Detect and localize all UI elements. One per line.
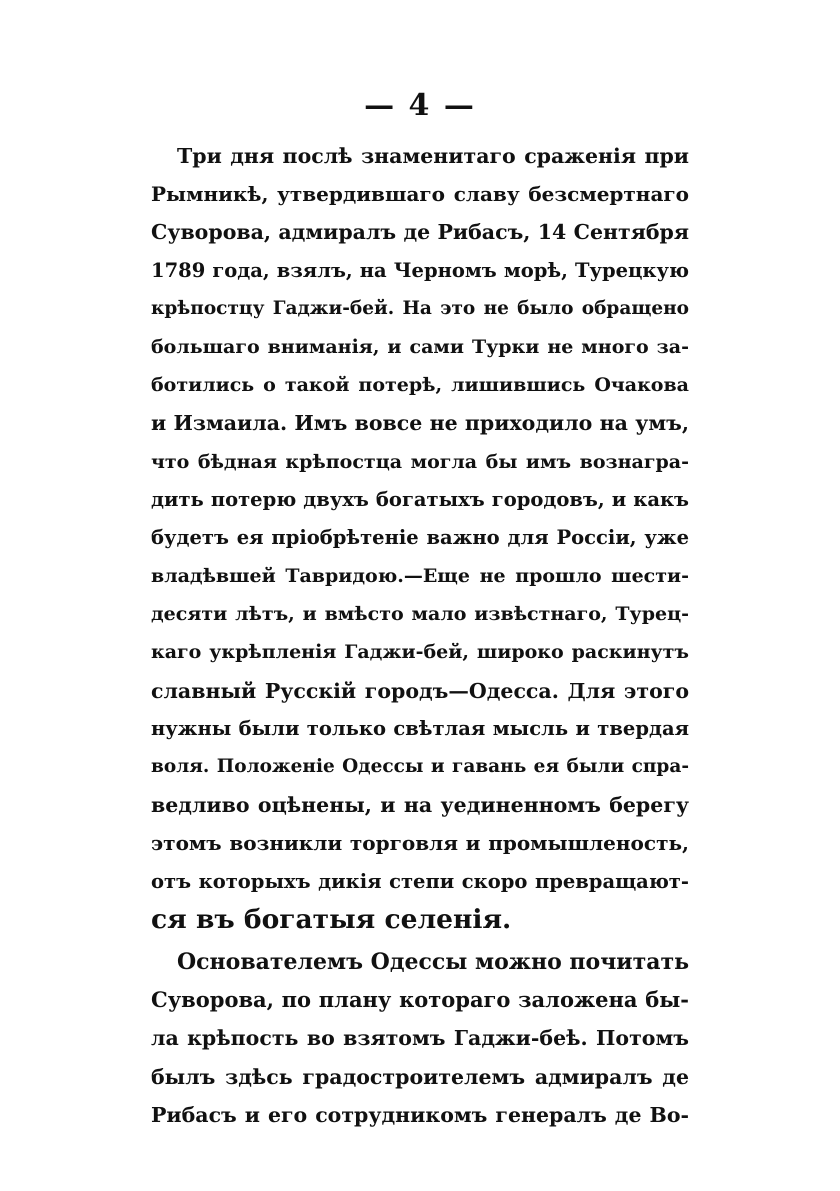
text-line: этомъ возникли торговля и промышленость, xyxy=(151,831,689,856)
text-line: ботились о такой потерѣ, лишившись Очакова xyxy=(151,374,689,397)
page-number: — 4 — xyxy=(364,88,476,123)
text-line: что бѣдная крѣпостца могла бы имъ вознагра- xyxy=(151,450,689,473)
paragraph-1 xyxy=(151,137,689,939)
body-text xyxy=(151,137,689,1134)
text-line: ведливо оцѣнены, и на уединенномъ берегу xyxy=(151,793,689,818)
paragraph-2 xyxy=(151,943,689,1134)
text-line: и Измаила. Имъ вовсе не приходило на умъ, xyxy=(151,411,689,436)
text-line: дить потерю двухъ богатыхъ городовъ, и какъ xyxy=(151,487,689,511)
text-line: ла крѣпость во взятомъ Гаджи-беѣ. Потомъ xyxy=(151,1026,689,1051)
text-line: владѣвшей Тавридою.—Еще не прошло шести- xyxy=(151,565,689,588)
text-line: десяти лѣтъ, и вмѣсто мало извѣстнаго, Турец- xyxy=(151,603,689,626)
text-line: Основателемъ Одессы можно почитать xyxy=(177,948,689,975)
text-line: будетъ ея пріобрѣтеніе важно для Россіи, уже xyxy=(151,525,689,549)
text-line: былъ здѣсь градостроителемъ адмиралъ де xyxy=(151,1064,689,1089)
text-line: Суворова, по плану котораго заложена бы- xyxy=(151,987,689,1013)
text-line: каго укрѣпленія Гаджи-бей, широко раскинутъ xyxy=(151,641,689,664)
text-line: большаго вниманія, и сами Турки не много за- xyxy=(151,335,689,358)
text-line: нужны были только свѣтлая мысль и твердая xyxy=(151,716,689,740)
text-line: Рымникѣ, утвердившаго славу безсмертнаго xyxy=(151,182,689,207)
text-line: Суворова, адмиралъ де Рибасъ, 14 Сентября xyxy=(151,220,689,245)
text-line: славный Русскій городъ—Одесса. Для этого xyxy=(151,678,689,703)
text-line: ся въ богатыя селенія. xyxy=(151,903,512,935)
text-line: отъ которыхъ дикія степи скоро превращают- xyxy=(151,869,689,893)
text-line: Три дня послѣ знаменитаго сраженія при xyxy=(177,144,689,168)
text-line: воля. Положеніе Одессы и гавань ея были спра- xyxy=(151,756,689,777)
text-line: крѣпостцу Гаджи-бей. На это не было обращено xyxy=(151,297,689,319)
text-line: Рибасъ и его сотрудникомъ генералъ де Во- xyxy=(151,1102,689,1127)
text-line: 1789 года, взялъ, на Черномъ морѣ, Турецкую xyxy=(151,258,689,282)
